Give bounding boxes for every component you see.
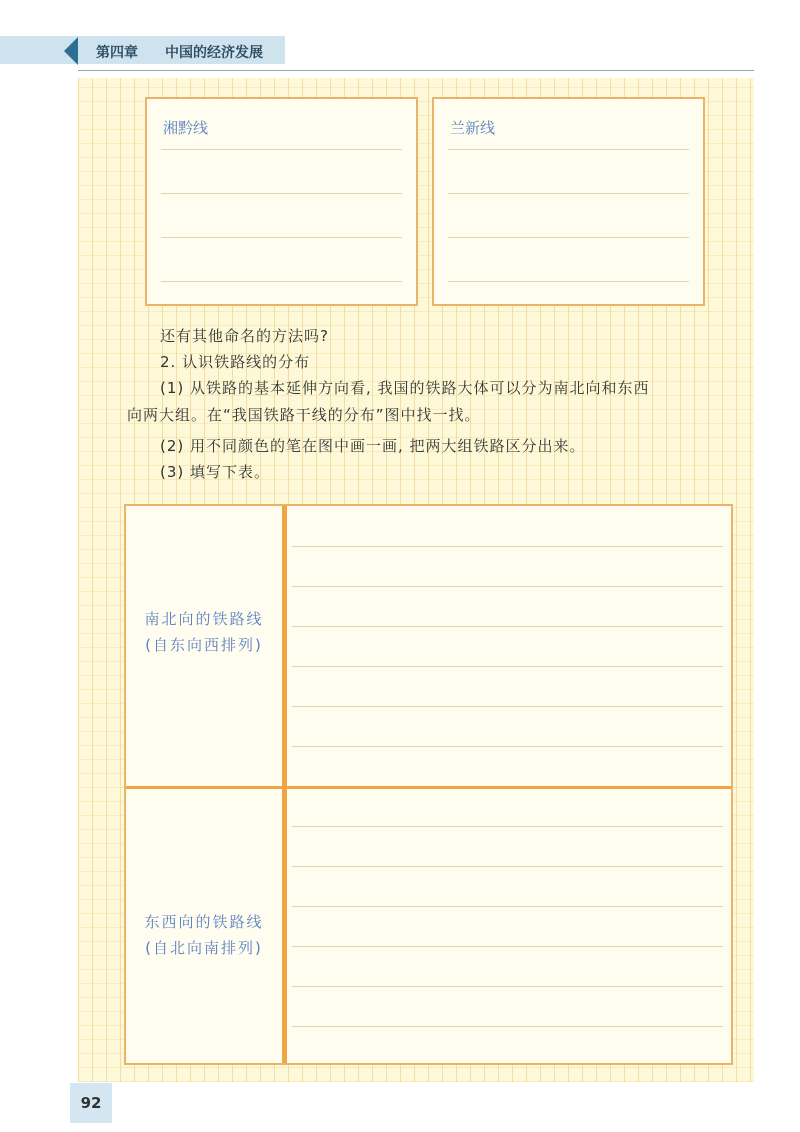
table-row-sublabel-east-west: (自北向南排列) xyxy=(145,939,263,957)
table-row-sublabel-north-south: (自东向西排列) xyxy=(145,636,263,654)
writing-line xyxy=(292,826,723,827)
answer-box-xiangqian xyxy=(145,97,418,306)
writing-line xyxy=(292,986,723,987)
writing-line xyxy=(292,1026,723,1027)
writing-line xyxy=(448,281,689,282)
writing-line xyxy=(292,706,723,707)
writing-line xyxy=(292,546,723,547)
writing-line xyxy=(161,193,402,194)
instruction-text: (3) 填写下表。 xyxy=(160,463,271,481)
writing-line xyxy=(448,149,689,150)
writing-line xyxy=(448,193,689,194)
table-row-label-east-west: 东西向的铁路线 xyxy=(144,913,264,931)
header-divider xyxy=(78,70,754,71)
writing-line xyxy=(292,586,723,587)
table-row-divider xyxy=(126,786,731,789)
writing-line xyxy=(161,237,402,238)
writing-line xyxy=(292,906,723,907)
instruction-text: 向两大组。在“我国铁路干线的分布”图中找一找。 xyxy=(127,406,481,424)
writing-line xyxy=(292,666,723,667)
section-heading: 2. 认识铁路线的分布 xyxy=(160,353,311,371)
page-number: 92 xyxy=(70,1083,112,1123)
writing-line xyxy=(161,281,402,282)
chapter-arrow-icon xyxy=(64,37,78,65)
writing-line xyxy=(161,149,402,150)
chapter-title: 中国的经济发展 xyxy=(165,45,263,61)
question-text: 还有其他命名的方法吗? xyxy=(160,327,329,345)
writing-line xyxy=(448,237,689,238)
table-row-label-north-south: 南北向的铁路线 xyxy=(144,610,264,628)
instruction-text: (2) 用不同颜色的笔在图中画一画, 把两大组铁路区分出来。 xyxy=(160,437,586,455)
writing-line xyxy=(292,746,723,747)
writing-line xyxy=(292,946,723,947)
box-title: 湘黔线 xyxy=(163,119,209,137)
answer-box-lanxin xyxy=(432,97,705,306)
railway-table xyxy=(124,504,733,1065)
instruction-text: (1) 从铁路的基本延伸方向看, 我国的铁路大体可以分为南北向和东西 xyxy=(160,379,650,397)
table-column-divider xyxy=(282,506,287,1063)
writing-line xyxy=(292,866,723,867)
writing-line xyxy=(292,626,723,627)
chapter-number: 第四章 xyxy=(96,45,138,61)
box-title: 兰新线 xyxy=(450,119,496,137)
